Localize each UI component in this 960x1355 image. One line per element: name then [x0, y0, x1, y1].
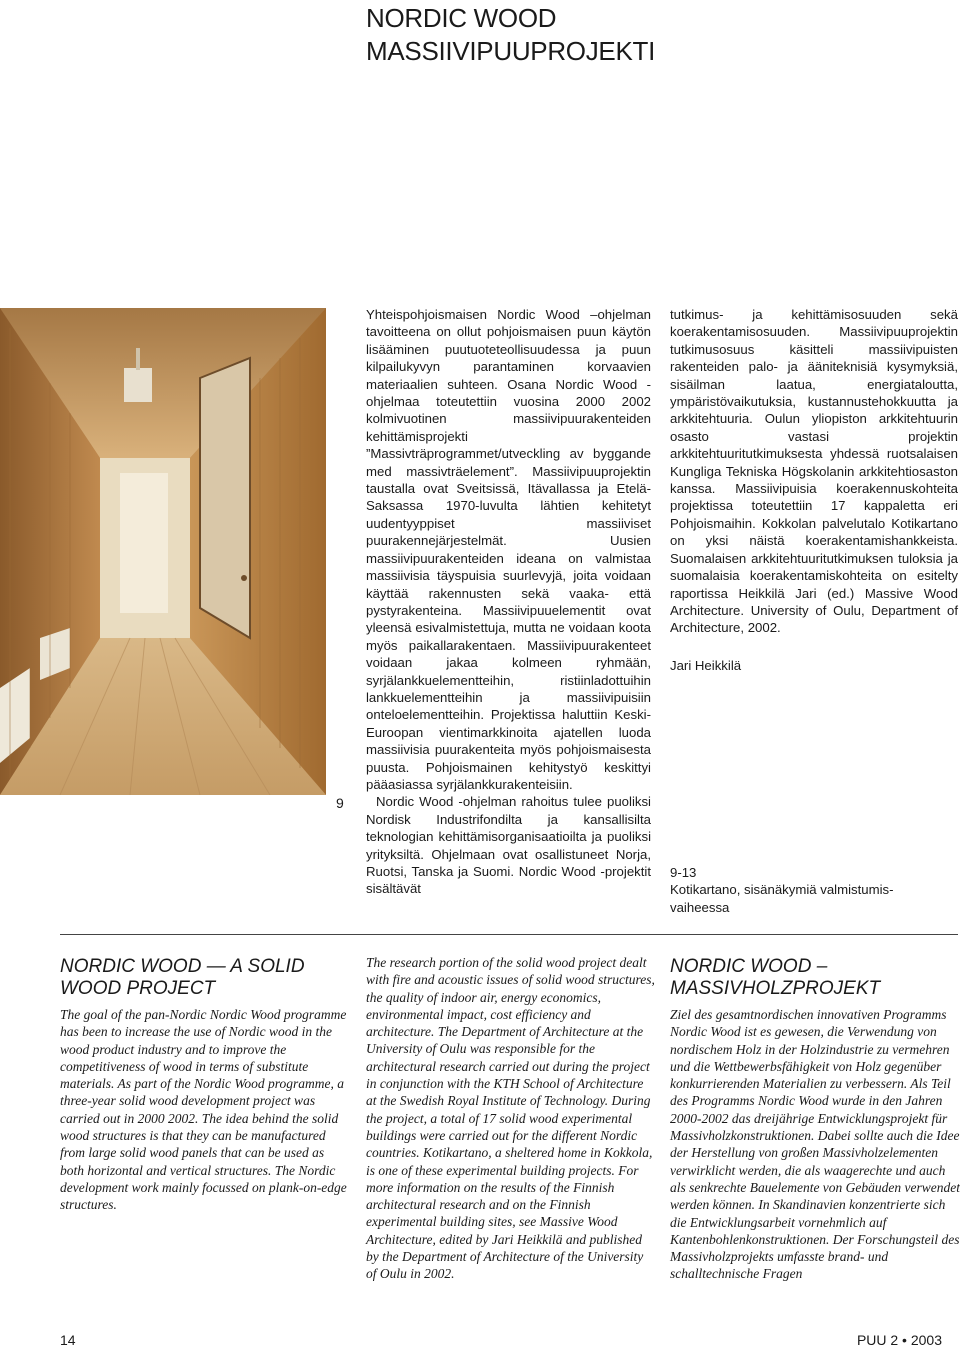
- german-heading-line-2: MASSIVHOLZPROJEKT: [670, 978, 881, 999]
- english-paragraph-1: The goal of the pan-Nordic Nordic Wood programme has been to increase the use of Nordic wood in the wood product industry and to improve the competitiveness of wood in terms of substitute materials. As part of the Nordic Wood programme, a three-year solid wood development project was carried out in 2000 2002. The idea behind the solid wood structures is that they can be manufactured from large solid wood panels that can be used as both horizontal and vertical structures. The Nordic development work mainly focussed on plank-on-edge structures.: [60, 1007, 347, 1213]
- english-column-1: [60, 956, 350, 1214]
- english-column-2: [366, 954, 656, 1283]
- journal-issue: PUU 2 • 2003: [856, 1332, 942, 1348]
- finnish-column-2: [670, 306, 958, 674]
- figure-number: 9: [336, 795, 344, 811]
- caption-line-1: Kotikartano, sisänäkymiä valmistumis-: [670, 882, 894, 898]
- caption-range: 9-13: [670, 865, 697, 880]
- corridor-photo: [0, 308, 326, 795]
- german-paragraph-1: Ziel des gesamtnordischen innovativen Programms Nordic Wood ist es gewesen, die Verwendung von nordischem Holz in der Holzindustrie zu vermehren und die Wettbewerbsfähigkeit von Holz gegenüber konkurrierenden Materialien zu verbessern. Als Teil des Programms Nordic Wood wurde in den Jahren 2000-2002 das dreijährige Entwicklungsprojekt für Massivholzkonstruktionen. Dabei sollte auch die Idee der Herstellung von großen Massivholzelementen verwirklicht werden, die als waagerechte und auch als senkrechte Bauelemente von Gebäuden verwendet werden können. In Skandinavien konzentrierte sich die Entwicklungsarbeit vornehmlich auf Kantenbohlenkonstruktionen. Der Forschungsteil des Massivholzprojekts umfasste brand- und schalltechnische Fragen: [670, 1007, 960, 1282]
- corridor-photo-icon: [0, 308, 326, 795]
- title-line-1: NORDIC WOOD: [366, 3, 557, 33]
- finnish-paragraph-1: Yhteispohjoismaisen Nordic Wood –ohjelman tavoitteena on ollut pohjoismaisen puun käytön lisääminen puutuoteteollisuudessa ja puun kilpailukyvyn parantaminen korvaavien materiaalien suhteen. Osana Nordic Wood -ohjelmaa toteutettiin vuosina 2000 2002 kolmivuotinen massiivipuurakenteiden kehittämisprojekti ”Massivträprogrammet/utveckling av byggande med massivträelement”. Massiivipuuprojektin taustalla ovat Sveitsissä, Itävallassa ja Etelä-Saksassa 1970-luvulta lähtien kehitetyt uudentyyppiset massiiviset puurakennejärjestelmät. Uusien massiivipuurakenteiden ideana on valmistaa massiivisia täyspuisia suurlevyjä, joita voidaan käyttää rakennusten sekä vaaka- että pystyrakenteina. Massiivipuuelementit ovat yleensä esivalmistettuja, mutta ne voidaan koota myös paikallarakentaen. Massiivipuurakenteet voidaan jakaa kolmeen ryhmään, syrjälankkuelementteihin, ristiinladottuihin lankkuelementteihin ja massiivipuisiin onteloelementteihin. Projektissa haluttiin Keski-Euroopan vientimarkkinoita ajatellen luoda massiivisia puurakenteita myös pohjoismaisesta puusta. Pohjoismainen kehitystyö keskittyi pääasiassa syrjälankkurakenteisiin.: [366, 307, 651, 792]
- page-title: [366, 2, 655, 68]
- figure-caption: [670, 864, 958, 916]
- author-name: Jari Heikkilä: [670, 657, 742, 673]
- german-column: [670, 956, 960, 1283]
- page-number: 14: [60, 1332, 76, 1348]
- title-line-2: MASSIIVIPUUPROJEKTI: [366, 36, 656, 66]
- finnish-column-1: [366, 306, 651, 898]
- english-heading-line-1: NORDIC WOOD — A SOLID: [60, 956, 305, 977]
- english-heading: [60, 956, 350, 1000]
- caption-line-2: vaiheessa: [670, 899, 730, 915]
- german-heading-line-1: NORDIC WOOD –: [670, 956, 828, 977]
- section-divider: [60, 934, 958, 935]
- german-heading: [670, 956, 960, 1000]
- english-heading-line-2: WOOD PROJECT: [60, 978, 216, 999]
- finnish-paragraph-3: tutkimus- ja kehittämisosuuden sekä koerakentamisosuuden. Massiivipuuprojektin tutkimusosuus käsitteli massiivipuisten rakenteiden palo- ja ääniteknisiä kysymyksiä, sisäilman laatua, energiataloutta, ympäristövaikutuksia, kustannustehokkuutta ja arkkitehtuuria. Oulun yliopiston arkkitehtuurin osasto vastasi projektin arkkitehtuuritutkimuksesta yhdessä ruotsalaisen Kungliga Tekniska Högskolanin arkkitehtiosaston kanssa. Massiivipuisia koerakennuskohteita projektissa toteutettiin 17 kappaletta eri Pohjoismaihin. Kokkolan palvelutalo Kotikartano on yksi näistä koerakentamishankkeista. Suomalaisen arkkitehtuuritutkimuksen tuloksia ja suomalaisia koerakentamiskohteita on esitelty raportissa Heikkilä Jari (ed.) Massive Wood Architecture. University of Oulu, Department of Architecture, 2002.: [670, 307, 958, 636]
- finnish-paragraph-2: Nordic Wood -ohjelman rahoitus tulee puoliksi Nordisk Industrifondilta ja kansallisilta teknologian kehittämisorganisaatioilta ja puoliksi yrityksiltä. Ohjelmaan ovat osallistuneet Norja, Ruotsi, Tanska ja Suomi. Nordic Wood -projektit sisältävät: [366, 794, 651, 897]
- english-paragraph-2: The research portion of the solid wood project dealt with fire and acoustic issues of solid wood structures, the quality of indoor air, energy economics, environmental impact, cost efficiency and architecture. The Department of Architecture at the University of Oulu was responsible for the architectural research carried out during the project in conjunction with the KTH School of Architecture at the Swedish Royal Institute of Technology. During the project, a total of 17 solid wood experimental buildings were carried out for the different Nordic countries. Kotikartano, a sheltered home in Kokkola, is one of these experimental building projects. For more information on the results of the Finnish architectural research and on the Finnish experimental building sites, see Massive Wood Architecture, edited by Jari Heikkilä and published by the Department of Architecture of the University of Oulu in 2002.: [366, 955, 655, 1282]
